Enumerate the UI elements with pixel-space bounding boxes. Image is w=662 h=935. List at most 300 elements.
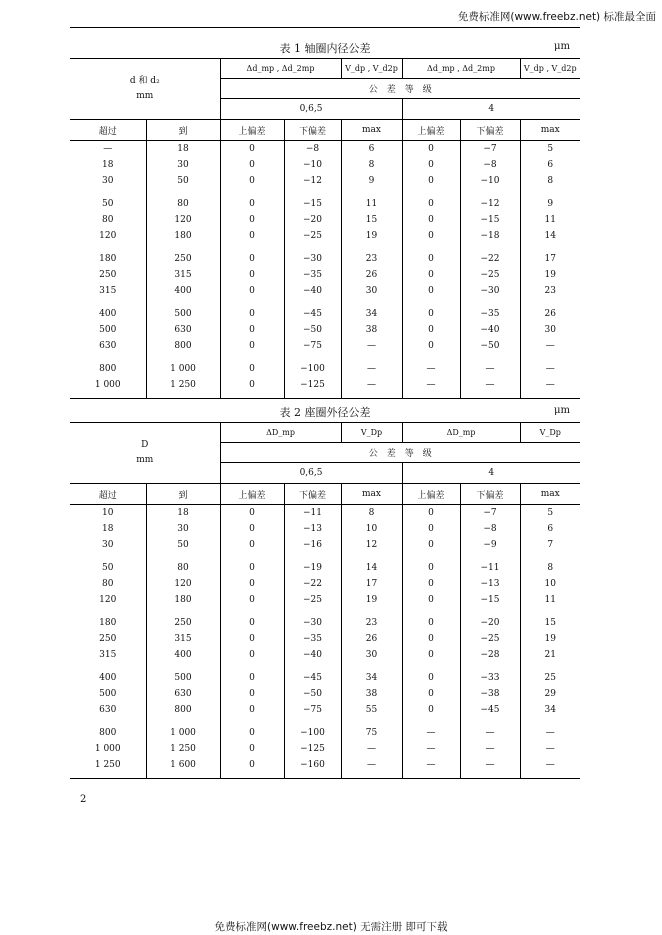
table-cell: — [520, 718, 580, 741]
table-cell: −13 [284, 521, 341, 537]
table-cell: 0 [220, 686, 284, 702]
table-cell: 0 [220, 322, 284, 338]
table-cell: −100 [284, 354, 341, 377]
table-cell: −160 [284, 757, 341, 779]
table-cell: −125 [284, 741, 341, 757]
table-cell: −11 [284, 505, 341, 522]
table-cell: 0 [220, 631, 284, 647]
table-cell: 0 [402, 663, 460, 686]
table-cell: — [341, 338, 402, 354]
table-cell: 1 250 [146, 377, 220, 399]
table-cell: −28 [460, 647, 520, 663]
table-cell: 18 [146, 141, 220, 158]
table-cell: 120 [146, 212, 220, 228]
table-cell: 38 [341, 686, 402, 702]
table-row [70, 553, 580, 576]
table-cell: −45 [460, 702, 520, 718]
table-cell: 50 [146, 537, 220, 553]
table-cell: 0 [220, 592, 284, 608]
table1-col-group-a: Δd_mp , Δd_2mp [220, 59, 341, 79]
page-footer: 免费标准网(www.freebz.net) 无需注册 即可下载 [214, 921, 448, 933]
table-cell: 0 [402, 553, 460, 576]
table1-col-var-a: V_dp , V_d2p [341, 59, 402, 79]
table-cell: 0 [220, 741, 284, 757]
table1-dim-header [70, 59, 220, 120]
table-cell: 6 [520, 157, 580, 173]
table-row [70, 283, 580, 299]
table-cell: 34 [520, 702, 580, 718]
table2-dim-label: D [141, 440, 149, 450]
table-cell: 400 [99, 673, 117, 683]
table2-col-group-b: ΔD_mp [402, 423, 520, 443]
table-cell: 0 [220, 576, 284, 592]
table-row [70, 757, 580, 779]
table-cell: 400 [99, 309, 117, 319]
table-cell: 0 [220, 537, 284, 553]
table-cell: −25 [284, 592, 341, 608]
table1-header-cell: max [520, 120, 580, 141]
table-cell: 0 [220, 702, 284, 718]
table-cell: −11 [460, 553, 520, 576]
table-cell: −33 [460, 663, 520, 686]
table-cell: 1 250 [146, 741, 220, 757]
table-cell: 15 [341, 212, 402, 228]
table-cell: 18 [102, 160, 114, 170]
table2-class-a: 0,6,5 [220, 463, 402, 484]
table2 [70, 422, 580, 779]
table-cell: 630 [99, 341, 117, 351]
table-cell: 0 [220, 757, 284, 779]
table-cell: — [103, 144, 113, 154]
table-cell: 1 000 [146, 718, 220, 741]
table-cell: 8 [341, 157, 402, 173]
table-cell: −50 [460, 338, 520, 354]
table-cell: 1 000 [70, 377, 146, 399]
table2-column-headers [70, 484, 580, 505]
table-cell: 0 [220, 647, 284, 663]
table-cell: −38 [460, 686, 520, 702]
table-cell: 0 [402, 537, 460, 553]
table-cell: 25 [520, 663, 580, 686]
table-cell: −25 [460, 631, 520, 647]
table-cell: 120 [146, 576, 220, 592]
table1-col-group-b: Δd_mp , Δd_2mp [402, 59, 520, 79]
table-cell: 630 [146, 686, 220, 702]
table-row [70, 267, 580, 283]
page-number: 2 [80, 794, 87, 805]
table-cell: −30 [284, 244, 341, 267]
table-row [70, 702, 580, 718]
table-cell: 0 [402, 189, 460, 212]
table-cell: −8 [284, 141, 341, 158]
table-cell: 80 [146, 553, 220, 576]
table-cell: 55 [341, 702, 402, 718]
table-cell: −45 [284, 299, 341, 322]
table-cell: −22 [284, 576, 341, 592]
table1-class-b: 4 [402, 99, 580, 120]
table-cell: 0 [220, 283, 284, 299]
table-cell: 630 [99, 705, 117, 715]
table-cell: 23 [520, 283, 580, 299]
table2-header-cell: 上偏差 [402, 484, 460, 505]
table-cell: 19 [341, 228, 402, 244]
table-cell: −18 [460, 228, 520, 244]
table-cell: −10 [284, 157, 341, 173]
table-cell: — [402, 757, 460, 779]
table2-header-cell: 上偏差 [220, 484, 284, 505]
table-cell: 250 [99, 634, 117, 644]
table-cell: 0 [220, 521, 284, 537]
table1-tolerance-class-label: 公 差 等 级 [220, 79, 580, 99]
table-cell: 630 [146, 322, 220, 338]
table-cell: −25 [460, 267, 520, 283]
table2-header-cell: max [341, 484, 402, 505]
table-cell: 18 [146, 505, 220, 522]
table-cell: 0 [220, 267, 284, 283]
table-cell: 8 [341, 505, 402, 522]
table-cell: 0 [402, 173, 460, 189]
table-cell: −20 [460, 608, 520, 631]
table1-header-cell: 到 [146, 120, 220, 141]
table2-col-var-b: V_Dp [520, 423, 580, 443]
table-row [70, 686, 580, 702]
table-cell: −125 [284, 377, 341, 399]
table-cell: 26 [341, 631, 402, 647]
table-cell: 30 [102, 540, 114, 550]
table2-col-var-a: V_Dp [341, 423, 402, 443]
table-row [70, 228, 580, 244]
table-cell: 0 [402, 141, 460, 158]
table-cell: 38 [341, 322, 402, 338]
table-row [70, 157, 580, 173]
table-cell: 34 [341, 299, 402, 322]
table-row [70, 505, 580, 522]
table-cell: 250 [146, 608, 220, 631]
table-cell: 500 [146, 663, 220, 686]
table-cell: 30 [341, 283, 402, 299]
table1-unit: μm [554, 41, 570, 52]
table2-header-cell: 下偏差 [460, 484, 520, 505]
table1-header-cell: 下偏差 [284, 120, 341, 141]
table-cell: — [341, 377, 402, 399]
table-row [70, 663, 580, 686]
table-cell: −50 [284, 686, 341, 702]
table-cell: 800 [99, 364, 117, 374]
table-cell: −19 [284, 553, 341, 576]
table-cell: 0 [402, 212, 460, 228]
table-cell: 500 [99, 325, 117, 335]
table-cell: — [402, 377, 460, 399]
table-row [70, 338, 580, 354]
table-cell: 315 [146, 267, 220, 283]
table1-body [70, 141, 580, 399]
table-cell: — [341, 354, 402, 377]
table-cell: −10 [460, 173, 520, 189]
table-cell: 315 [99, 286, 117, 296]
table1-dim-label: d 和 d₂ [129, 76, 160, 86]
table1-dim-unit: mm [136, 91, 154, 101]
table-row [70, 647, 580, 663]
table-cell: 1 600 [146, 757, 220, 779]
table-cell: −40 [284, 283, 341, 299]
table2-header-cell: 到 [146, 484, 220, 505]
table-cell: 0 [402, 505, 460, 522]
table-cell: 0 [402, 631, 460, 647]
table-row [70, 141, 580, 158]
table-cell: 50 [146, 173, 220, 189]
table2-dim-unit: mm [136, 455, 154, 465]
table1 [70, 58, 580, 399]
table-cell: 0 [402, 299, 460, 322]
table-cell: 0 [220, 338, 284, 354]
table-cell: −25 [284, 228, 341, 244]
table-cell: 26 [520, 299, 580, 322]
table-cell: 17 [341, 576, 402, 592]
table-cell: 0 [402, 686, 460, 702]
table-cell: — [520, 757, 580, 779]
page-header: 免费标准网(www.freebz.net) 标准最全面 [457, 11, 656, 23]
table-row [70, 631, 580, 647]
table-cell: 9 [341, 173, 402, 189]
table-cell: 500 [146, 299, 220, 322]
table-cell: 10 [102, 508, 114, 518]
table-cell: 0 [220, 244, 284, 267]
table-cell: 30 [102, 176, 114, 186]
table-cell: — [520, 741, 580, 757]
header-rule [70, 27, 580, 28]
table-row [70, 718, 580, 741]
table-cell: 0 [220, 189, 284, 212]
table-cell: 14 [341, 553, 402, 576]
table-cell: — [341, 757, 402, 779]
table-cell: −13 [460, 576, 520, 592]
table-cell: — [460, 741, 520, 757]
table-cell: 8 [520, 553, 580, 576]
table-cell: −40 [460, 322, 520, 338]
table-cell: 315 [146, 631, 220, 647]
table-cell: 0 [402, 157, 460, 173]
table-cell: 250 [99, 270, 117, 280]
table-cell: — [460, 718, 520, 741]
table-cell: 0 [402, 283, 460, 299]
table-cell: 75 [341, 718, 402, 741]
table-cell: 80 [146, 189, 220, 212]
table-cell: 0 [220, 157, 284, 173]
table-cell: −35 [284, 631, 341, 647]
table-row [70, 377, 580, 399]
table-row [70, 354, 580, 377]
table-cell: −35 [284, 267, 341, 283]
table-cell: — [520, 377, 580, 399]
table1-caption [70, 38, 580, 56]
table-cell: 0 [402, 228, 460, 244]
table1-class-a: 0,6,5 [220, 99, 402, 120]
table-cell: 0 [402, 702, 460, 718]
table-cell: 0 [402, 608, 460, 631]
table-cell: −16 [284, 537, 341, 553]
table-cell: 0 [220, 505, 284, 522]
table-cell: 21 [520, 647, 580, 663]
table-cell: 6 [341, 141, 402, 158]
table-cell: 0 [220, 553, 284, 576]
table-row [70, 189, 580, 212]
table-cell: — [520, 338, 580, 354]
table-cell: 1 250 [70, 757, 146, 779]
table-cell: — [460, 757, 520, 779]
table-cell: 8 [520, 173, 580, 189]
table-cell: 0 [220, 377, 284, 399]
table-cell: 17 [520, 244, 580, 267]
table-cell: 0 [220, 299, 284, 322]
table-cell: −40 [284, 647, 341, 663]
table-cell: 1 000 [146, 354, 220, 377]
table-cell: 0 [402, 576, 460, 592]
table-cell: −12 [284, 173, 341, 189]
table-cell: 400 [146, 647, 220, 663]
table-cell: −30 [284, 608, 341, 631]
table-row [70, 741, 580, 757]
table-cell: −15 [460, 592, 520, 608]
table-cell: 19 [520, 267, 580, 283]
table-cell: 0 [220, 141, 284, 158]
table-cell: 0 [220, 354, 284, 377]
table-cell: 50 [102, 199, 114, 209]
table-cell: −8 [460, 157, 520, 173]
table-cell: — [402, 718, 460, 741]
table2-unit: μm [554, 405, 570, 416]
table-cell: 400 [146, 283, 220, 299]
table-row [70, 592, 580, 608]
table-cell: 23 [341, 244, 402, 267]
table2-body [70, 505, 580, 779]
table2-header-cell: 超过 [70, 484, 146, 505]
table-row [70, 299, 580, 322]
table-cell: 0 [220, 212, 284, 228]
table-cell: 0 [220, 663, 284, 686]
table1-header-cell: 超过 [70, 120, 146, 141]
table-cell: −12 [460, 189, 520, 212]
table-cell: 800 [146, 702, 220, 718]
table-row [70, 212, 580, 228]
table2-caption [70, 402, 580, 420]
table1-header-cell: 下偏差 [460, 120, 520, 141]
table-row [70, 322, 580, 338]
table-cell: 11 [520, 212, 580, 228]
table-cell: 23 [341, 608, 402, 631]
table2-tolerance-class-label: 公 差 等 级 [220, 443, 580, 463]
table-cell: 315 [99, 650, 117, 660]
table-cell: 30 [520, 322, 580, 338]
table-cell: 180 [146, 592, 220, 608]
table-cell: 6 [520, 521, 580, 537]
table-cell: 18 [102, 524, 114, 534]
table-cell: 800 [99, 728, 117, 738]
table-cell: −50 [284, 322, 341, 338]
table-cell: — [402, 741, 460, 757]
table-cell: 0 [220, 173, 284, 189]
table-cell: −75 [284, 338, 341, 354]
table-cell: 1 000 [94, 744, 121, 754]
table-cell: 12 [341, 537, 402, 553]
table-cell: 0 [402, 592, 460, 608]
table-cell: 180 [99, 618, 117, 628]
table-cell: 15 [520, 608, 580, 631]
table1-column-headers [70, 120, 580, 141]
table-cell: 0 [220, 718, 284, 741]
table1-header-cell: 上偏差 [220, 120, 284, 141]
table-cell: 14 [520, 228, 580, 244]
table-cell: 19 [341, 592, 402, 608]
table-cell: 34 [341, 663, 402, 686]
table-cell: 29 [520, 686, 580, 702]
table-cell: 120 [99, 595, 117, 605]
table-cell: 180 [146, 228, 220, 244]
table2-class-b: 4 [402, 463, 580, 484]
table-cell: 30 [146, 157, 220, 173]
table-cell: −7 [460, 505, 520, 522]
table-row [70, 537, 580, 553]
table-cell: — [520, 354, 580, 377]
table2-header-cell: max [520, 484, 580, 505]
table-cell: 180 [99, 254, 117, 264]
table2-header-cell: 下偏差 [284, 484, 341, 505]
table1-col-var-b: V_dp , V_d2p [520, 59, 580, 79]
table-cell: 10 [520, 576, 580, 592]
table-cell: — [460, 354, 520, 377]
table-cell: 19 [520, 631, 580, 647]
table-cell: 9 [520, 189, 580, 212]
table-cell: 10 [341, 521, 402, 537]
table-cell: 80 [102, 215, 114, 225]
table-row [70, 173, 580, 189]
table-cell: 800 [146, 338, 220, 354]
table-cell: 50 [102, 563, 114, 573]
table-cell: 11 [520, 592, 580, 608]
table-cell: −22 [460, 244, 520, 267]
table-cell: 80 [102, 579, 114, 589]
table-cell: −100 [284, 718, 341, 741]
table-cell: −35 [460, 299, 520, 322]
table-cell: −15 [460, 212, 520, 228]
table-cell: 11 [341, 189, 402, 212]
table1-title: 表 1 轴圈内径公差 [279, 42, 371, 55]
table-cell: 30 [341, 647, 402, 663]
table-cell: 0 [402, 338, 460, 354]
table-cell: 5 [520, 141, 580, 158]
table-cell: 0 [220, 608, 284, 631]
table-cell: 120 [99, 231, 117, 241]
table-cell: 0 [402, 322, 460, 338]
table-cell: 26 [341, 267, 402, 283]
table-row [70, 576, 580, 592]
table-cell: 0 [402, 521, 460, 537]
table1-header-cell: 上偏差 [402, 120, 460, 141]
table-cell: −30 [460, 283, 520, 299]
table-cell: 7 [520, 537, 580, 553]
table-cell: 250 [146, 244, 220, 267]
table1-header-cell: max [341, 120, 402, 141]
table-cell: — [402, 354, 460, 377]
table-cell: 0 [402, 244, 460, 267]
table-cell: 5 [520, 505, 580, 522]
table2-dim-header [70, 423, 220, 484]
table-cell: 30 [146, 521, 220, 537]
table-cell: — [460, 377, 520, 399]
table-cell: −75 [284, 702, 341, 718]
table2-title: 表 2 座圈外径公差 [279, 406, 371, 419]
table-cell: — [341, 741, 402, 757]
table-cell: −15 [284, 189, 341, 212]
